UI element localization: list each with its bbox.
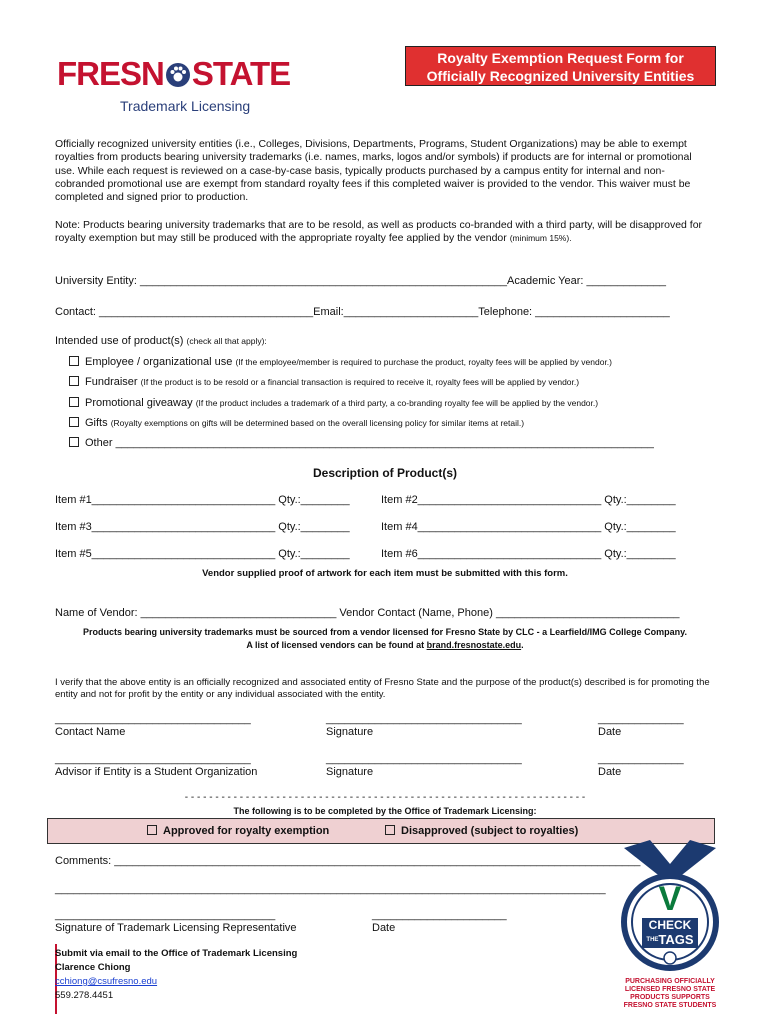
brand-link[interactable]: brand.fresnostate.edu [426,640,522,650]
item-4-field[interactable]: Item #4______________________________ Qty.:________ [381,521,676,533]
note-paragraph [55,219,710,246]
rep-date-label: Date [372,922,396,934]
rep-date-rule[interactable]: ______________________ [372,909,507,921]
dashed-divider: - - - - - - - - - - - - - - - - - - - - - - - - - - - - - - - - - - - - - - - - - - - - - - - - - - - - - - - - - - - - - - - - - - [184,792,586,803]
intended-use-small: (check all that apply): [186,336,267,346]
use-option-label: Other ________________________________________________________________________________________ [85,437,654,449]
advisor-signature-label: Signature [326,766,374,778]
note-text: Note: Products bearing university trademarks that are to be resold, as well as products co-branded with a third party, will be disapproved for royalty exemption but may still be produced with the appropriate royalty fee applied by the vendor [55,219,703,245]
badge-tags-row [642,933,698,948]
item-2-field[interactable]: Item #2______________________________ Qty.:________ [381,494,676,506]
signature-label: Signature [326,726,374,738]
form-title-line2: Officially Recognized University Entities [426,68,695,84]
item-5-field[interactable]: Item #5______________________________ Qty.:________ [55,548,350,560]
use-option-promotional[interactable] [69,397,598,409]
date-rule[interactable]: ______________ [598,713,684,725]
vendor-note-2 [0,640,770,650]
logo-state-text: STATE [191,55,291,92]
contact-name-label: Contact Name [55,726,126,738]
note-small: (minimum 15%). [509,233,572,244]
logo-fresno-text: FRESN [57,55,164,92]
date-label: Date [598,726,622,738]
advisor-label: Advisor if Entity is a Student Organization [55,766,258,778]
contact-phone: 559.278.4451 [55,990,114,1001]
logo-wordmark [57,55,290,93]
advisor-date-label: Date [598,766,622,778]
badge-caption-line: PURCHASING OFFICIALLY [625,978,715,985]
form-title [405,46,716,86]
use-option-label: Promotional giveaway [85,397,193,409]
email-link[interactable]: cchiong@csufresno.edu [55,976,158,987]
artwork-note: Vendor supplied proof of artwork for each item must be submitted with this form. [202,568,568,579]
checkbox-icon[interactable] [69,397,79,407]
item-1-field[interactable]: Item #1______________________________ Qty.:________ [55,494,350,506]
verify-paragraph: I verify that the above entity is an officially recognized and associated entity of Fresno State and the purpose of the product(s) described is for promoting the entity and not for profit by the entity or any individual associated with the entity. [55,677,710,700]
vendor-note-2-text: A list of licensed vendors can be found at [246,640,427,650]
use-option-label: Gifts [85,417,108,429]
checkbox-icon[interactable] [385,825,395,835]
advisor-signature-rule[interactable]: ________________________________ [326,753,522,765]
contact-name-rule[interactable]: ________________________________ [55,713,251,725]
badge-caption-line: FRESNO STATE STUDENTS [623,1002,717,1009]
advisor-date-rule[interactable]: ______________ [598,753,684,765]
comments-line-2[interactable]: __________________________________________________________________________________________ [55,883,606,895]
badge-tags-text: TAGS [658,932,694,947]
badge-the-text: THE [646,937,659,943]
badge-caption [603,978,737,1010]
signature-rule[interactable]: ________________________________ [326,713,522,725]
checkbox-icon[interactable] [69,356,79,366]
contact-email-link[interactable] [55,976,157,987]
badge-check-text: CHECK [648,918,692,932]
use-option-fundraiser[interactable] [69,376,579,388]
approved-option[interactable] [147,825,329,837]
check-the-tags-badge [618,838,722,978]
use-option-gifts[interactable] [69,417,524,429]
vendor-note-1: Products bearing university trademarks must be sourced from a vendor licensed for Fresno State by CLC - a Learfield/IMG College Company. [83,627,687,637]
item-3-field[interactable]: Item #3______________________________ Qty.:________ [55,521,350,533]
checkbox-icon[interactable] [69,437,79,447]
use-option-note: (If the product is to be resold or a financial transaction is required to receive it, royalty fees will be applied by vendor.) [140,377,580,387]
rep-signature-label: Signature of Trademark Licensing Representative [55,922,297,934]
rep-signature-rule[interactable]: ____________________________________ [55,909,276,921]
badge-v-letter: V [658,880,682,918]
disapproved-option[interactable] [385,825,578,837]
advisor-rule[interactable]: ________________________________ [55,753,251,765]
use-option-note: (If the employee/member is required to purchase the product, royalty fees will be applied by vendor.) [235,357,612,367]
form-title-line1: Royalty Exemption Request Form for [437,50,684,66]
contact-field[interactable]: Contact: ___________________________________Email:______________________Telephone: ______________________ [55,306,670,318]
contact-person: Clarence Chiong [55,962,131,973]
checkbox-icon[interactable] [69,376,79,386]
use-option-employee[interactable] [69,356,612,368]
comments-field[interactable]: Comments: ______________________________________________________________________________________ [55,855,641,867]
vendor-note-2-suffix: . [521,640,524,650]
submit-text: Submit via email to the Office of Trademark Licensing [55,948,298,959]
use-option-note: (Royalty exemptions on gifts will be determined based on the overall licensing policy for similar items at retail.) [110,418,525,428]
intended-use-text: Intended use of product(s) [55,335,184,347]
office-heading: The following is to be completed by the Office of Trademark Licensing: [233,806,537,816]
logo-subtitle: Trademark Licensing [120,98,251,114]
vendor-field[interactable]: Name of Vendor: ________________________________ Vendor Contact (Name, Phone) ______________________________ [55,607,680,619]
use-option-note: (If the product includes a trademark of a third party, a co-branding royalty fee will be applied by the vendor.) [195,398,599,408]
university-entity-field[interactable]: University Entity: ____________________________________________________________Academic Year: _____________ [55,275,667,287]
products-heading: Description of Product(s) [312,466,457,480]
intended-use-label [55,335,267,347]
badge-caption-line: LICENSED FRESNO STATE [624,986,716,993]
checkbox-icon[interactable] [147,825,157,835]
checkbox-icon[interactable] [69,417,79,427]
badge-caption-line: PRODUCTS SUPPORTS [630,994,710,1001]
disapproved-label: Disapproved (subject to royalties) [401,825,579,837]
use-option-other[interactable] [69,437,654,449]
use-option-label: Employee / organizational use [85,356,233,368]
intro-paragraph: Officially recognized university entities (i.e., Colleges, Divisions, Departments, Programs, Student Organizations) may be able to exempt royalties from products bearing university trademarks (i.e. names, marks, logos and/or symbols) if products are for internal or promotional use. While each request is reviewed on a case-by-case basis, typically products purchased by a campus entity for internal and non-cobranded promotional use are exempt from standard royalty fees if this completed waiver is provided to the vendor. This waiver must be completed and signed prior to production. [55,138,692,204]
use-option-label: Fundraiser [85,376,138,388]
paw-icon [165,62,191,88]
approved-label: Approved for royalty exemption [163,825,330,837]
item-6-field[interactable]: Item #6______________________________ Qty.:________ [381,548,676,560]
